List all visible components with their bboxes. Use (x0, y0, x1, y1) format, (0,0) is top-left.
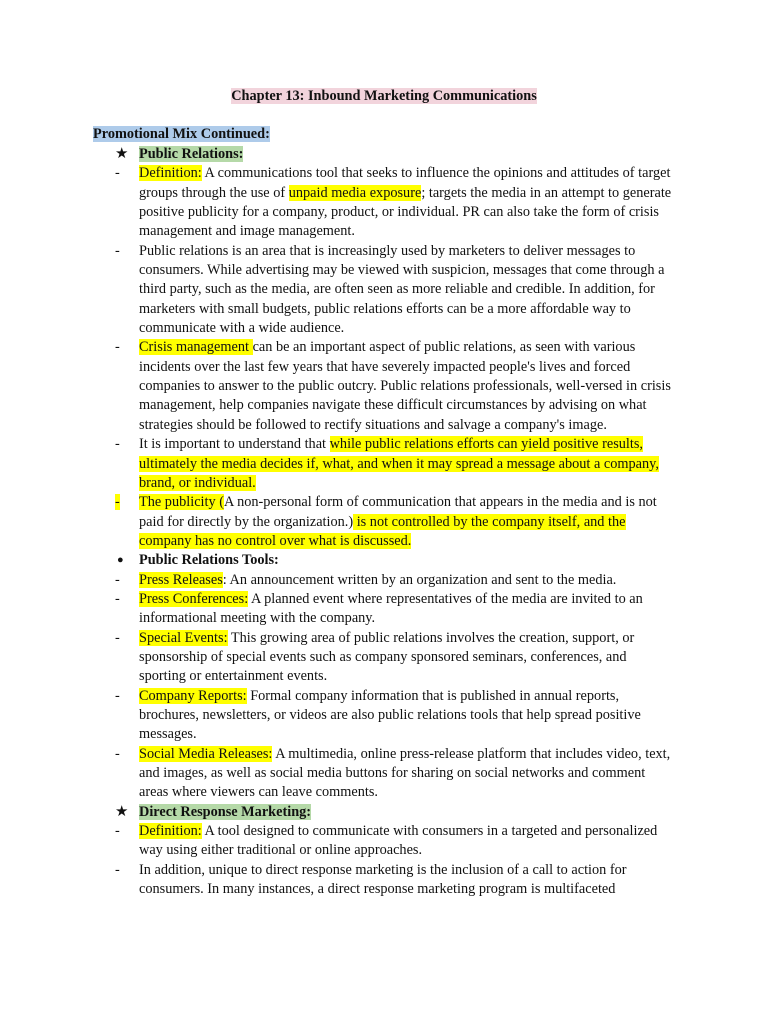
dash-bullet-icon: - (115, 590, 120, 607)
star-bullet-icon: ★ (115, 146, 129, 162)
dash-bullet-icon: - (115, 494, 120, 511)
pr-heading-row (0, 145, 768, 164)
tool-label: Social Media Releases: (139, 745, 273, 762)
media-decides-highlight: while public relations efforts can yield positive results, ultimately the media decides if, what, and when it may spread a message about a company, brand, or individual. (139, 436, 659, 491)
section-heading: Promotional Mix Continued: (93, 126, 270, 142)
pr-tool-item: - Press Conferences: A planned event where representatives of the media are invited to an informational meeting with the company. (115, 590, 643, 627)
tool-label: Press Conferences: (139, 590, 249, 607)
pr-tool-item: - Social Media Releases: A multimedia, online press-release platform that includes video, text, and images, as well as social media buttons for sharing on social networks and comment areas where viewers can leave comments. (115, 745, 671, 801)
tool-label: Press Releases (139, 571, 223, 588)
page-title: Chapter 13: Inbound Marketing Communications (231, 88, 537, 104)
pr-heading: Public Relations: (139, 146, 244, 162)
drm-heading-row (0, 803, 768, 822)
tool-label: Special Events: (139, 629, 228, 646)
pr-usage-item: - Public relations is an area that is increasingly used by marketers to deliver messages to consumers. While advertising may be viewed with suspicion, messages that come through a third party, such as the media, are often seen as more reliable and credible. In addition, for marketers with small budgets, public relations efforts can be a more affordable way to communicate with a wide audience. (115, 242, 665, 337)
drm-heading: Direct Response Marketing: (139, 803, 312, 820)
dash-bullet-icon: - (115, 571, 120, 588)
drm-addition-item: - In addition, unique to direct response marketing is the inclusion of a call to action for consumers. In many instances, a direct response marketing program is multifaceted (115, 861, 627, 898)
unpaid-media-highlight: unpaid media exposure (288, 184, 422, 201)
dot-bullet-icon: ● (117, 554, 124, 567)
definition-label: Definition: (139, 165, 202, 182)
star-bullet-icon: ★ (115, 803, 129, 820)
pr-tool-item: - Special Events: This growing area of public relations involves the creation, support, or sponsorship of special events such as company sponsored seminars, conferences, and sporting or entertainment events. (115, 629, 635, 685)
pr-tool-item: - Press Releases: An announcement written by an organization and sent to the media. (0, 571, 768, 590)
pr-tools-heading: Public Relations Tools: (139, 552, 279, 569)
definition-label: Definition: (139, 823, 202, 840)
crisis-label: Crisis management (139, 339, 253, 356)
pr-important-item: - It is important to understand that while public relations efforts can yield positive results, ultimately the media decides if, what, and when it may spread a message about a company, brand, or individual. (115, 436, 659, 491)
pr-publicity-item: - The publicity (A non-personal form of communication that appears in the media and is not paid for directly by the organization.) is not controlled by the company itself, and the company has no control over what is discussed. (115, 494, 657, 549)
dash-bullet-icon: - (115, 629, 120, 646)
dash-bullet-icon: - (115, 436, 120, 453)
pr-tools-heading-row (0, 551, 768, 570)
dash-bullet-icon: - (115, 165, 120, 182)
dash-bullet-icon: - (115, 861, 120, 878)
dash-bullet-icon: - (115, 687, 120, 704)
publicity-label: The publicity ( (139, 494, 224, 511)
dash-bullet-icon: - (115, 745, 120, 762)
pr-crisis-item: - Crisis management can be an important aspect of public relations, as seen with various incidents over the last few years that have severely impacted people's lives and forced companies to answer to the public outcry. Public relations professionals, well-versed in crisis management, help companies navigate these difficult circumstances by advising on what strategies should be followed to rectify situations and salvage a company's image. (115, 339, 671, 433)
dash-bullet-icon: - (115, 242, 120, 259)
tool-label: Company Reports: (139, 687, 247, 704)
content-body (0, 145, 768, 899)
dash-bullet-icon: - (115, 339, 120, 356)
not-controlled-highlight: is not controlled by the company itself, and the company has no control over what is discussed. (139, 513, 626, 549)
drm-definition-item: - Definition: A tool designed to communicate with consumers in a targeted and personalized way using either traditional or online approaches. (115, 823, 658, 859)
dash-bullet-icon: - (115, 823, 120, 840)
pr-tool-item: - Company Reports: Formal company information that is published in annual reports, brochures, newsletters, or videos are also public relations tools that help spread positive messages. (115, 687, 641, 743)
pr-definition-item: - Definition: A communications tool that seeks to influence the opinions and attitudes of target groups through the use of unpaid media exposure; targets the media in an attempt to generate positive publicity for a company, product, or individual. PR can also take the form of crisis management and image management. (115, 165, 672, 240)
